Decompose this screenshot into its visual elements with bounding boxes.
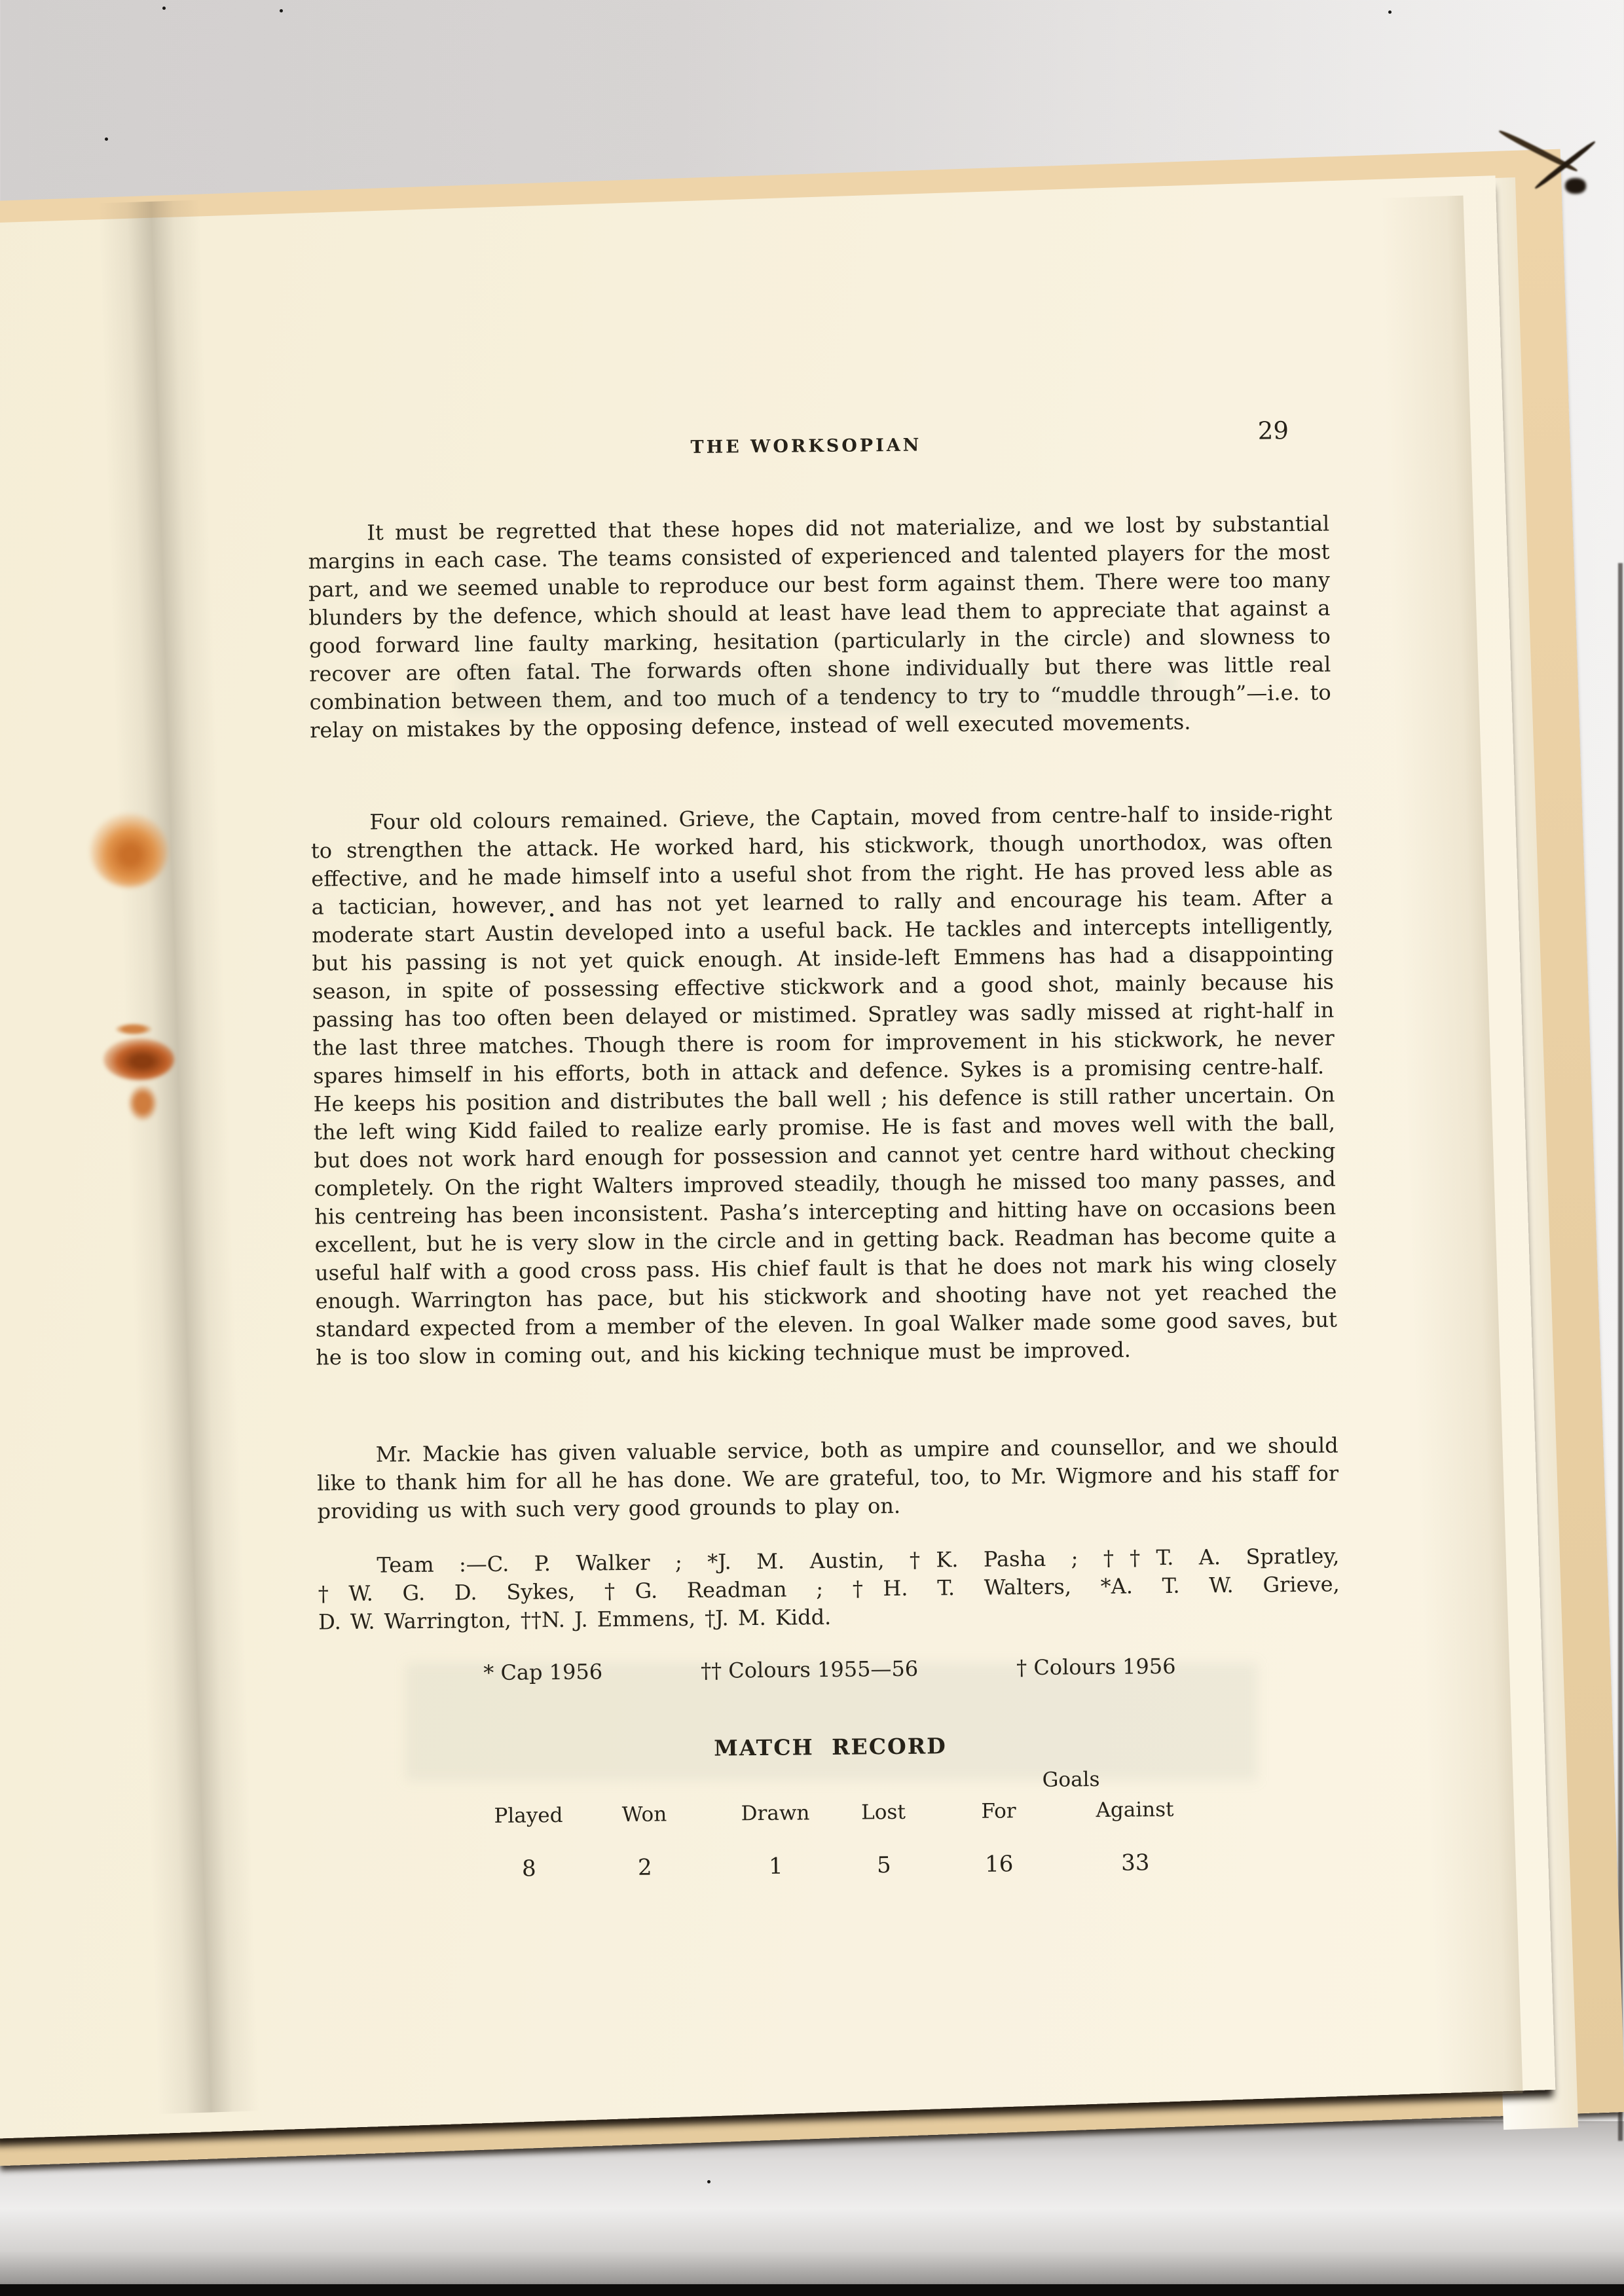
match-record-column-drawn: [716, 1799, 835, 1882]
rust-stain: [115, 1023, 152, 1035]
team-list-line: †W. G. D. Sykes, †G. Readman ; †H. T. Walters, *A. T. W. Grieve,: [318, 1571, 1340, 1607]
scan-edge-shadow-line: [1618, 563, 1623, 2141]
team-list-line: D. W. Warrington, ††N. J. Emmens, †J. M. Kidd.: [318, 1604, 832, 1635]
column-value: 2: [637, 1854, 652, 1881]
body-paragraph-1: It must be regretted that these hopes did not materialize, and we lost by substantial margins in each case. The teams consisted of experienced and talented players for the most part, and we seemed unable to reproduce our best form against them. There were too many blunders by the defence, which should at least have lead them to appreciate that against a good forward line faulty marking, hesitation (particularly in the circle) and slowness to recover are often fatal. The forwards often shone individually but there was little real combination between them, and too much of a tendency to try to “muddle through”—i.e. to relay on mistakes by the opposing defence, instead of well executed movements.: [308, 511, 1331, 743]
legend-colours-1955-56: †† Colours 1955—56: [700, 1656, 919, 1683]
torn-cover-mark: [1565, 178, 1586, 194]
column-value: 8: [521, 1855, 536, 1882]
scan-bottom-black-edge: [0, 2284, 1624, 2296]
column-header: Lost: [861, 1800, 906, 1825]
dust-speck: [105, 137, 108, 141]
body-paragraph-2: Four old colours remained. Grieve, the Captain, moved from centre-half to inside-right to strengthen the attack. He worked hard, his stickwork, though unorthodox, was often effective, and he made himself into a useful shot from the right. He has proved less able as a tactician, however, and has not yet learned to rally and encourage his team. After a moderate start Austin developed into a useful back. He tackles and intercepts intelligently, but his passing is not yet quick enough. At inside-left Emmens has had a disappointing season, in spite of possessing effective stickwork and a good shot, mainly because his passing has too often been delayed or mistimed. Spratley was sadly missed at right-half in the last three matches. Though there is room for improvement in his stickwork, he never spares himself in his efforts, both in attack and defence. Sykes is a promising centre-half. He keeps his position and distributes the ball well ; his defence is still rather uncertain. On the left wing Kidd failed to realize early promise. He is fast and moves well with the ball, but does not work hard enough for possession and cannot yet centre hard without checking completely. On the right Walters improved steadily, though he missed too many passes, and his centreing has been inconsistent. Pasha’s intercepting and hitting have on occasions been excellent, but he is very slow in the circle and in getting back. Readman has become quite a useful half with a good cross pass. His chief fault is that he does not mark his wing closely enough. Warrington has pace, but his stickwork and shooting have not yet reached the standard expected from a member of the eleven. In goal Walker made some good saves, but he is too slow in coming out, and his kicking technique must be improved.: [310, 800, 1337, 1370]
match-record-column-won: [585, 1800, 704, 1883]
match-record-title: MATCH RECORD: [714, 1733, 947, 1761]
column-header: Played: [494, 1803, 563, 1828]
body-paragraph-3: Mr. Mackie has given valuable service, both as umpire and counsellor, and we should like to thank him for all he has done. We are grateful, too, to Mr. Wigmore and his staff for providing us with such very good grounds to play on.: [316, 1432, 1339, 1524]
page-number: 29: [1257, 416, 1289, 445]
match-record-column-played: [470, 1802, 588, 1884]
rust-stain: [90, 814, 168, 887]
dust-speck: [280, 9, 283, 12]
team-list-line: Team :—C. P. Walker ; *J. M. Austin, †K. Pasha ; ††T. A. Spratley,: [377, 1543, 1340, 1578]
legend-colours-1956: † Colours 1956: [1016, 1653, 1176, 1681]
column-header: Drawn: [741, 1801, 810, 1826]
column-value: 16: [984, 1851, 1014, 1878]
column-header: Won: [621, 1802, 667, 1827]
team-list: [318, 1542, 1340, 1636]
rust-stain: [103, 1038, 174, 1080]
rust-stain: [128, 1085, 157, 1121]
match-record-column-goals-against: [1076, 1796, 1194, 1878]
column-header: Against: [1096, 1797, 1174, 1823]
page-content: [307, 408, 1344, 1989]
match-record-column-goals-for: [940, 1797, 1058, 1880]
dust-speck: [1388, 10, 1392, 14]
column-value: 33: [1120, 1850, 1150, 1876]
dust-speck: [162, 7, 166, 10]
goals-group-header: Goals: [1042, 1768, 1100, 1792]
running-header: THE WORKSOPIAN: [690, 435, 922, 458]
match-record-column-lost: [824, 1798, 943, 1880]
dust-speck: [707, 2180, 710, 2183]
column-value: 5: [876, 1852, 891, 1879]
honours-legend: [319, 1650, 1340, 1688]
column-value: 1: [768, 1853, 783, 1880]
legend-cap: * Cap 1956: [483, 1659, 603, 1686]
column-header: For: [981, 1799, 1016, 1823]
